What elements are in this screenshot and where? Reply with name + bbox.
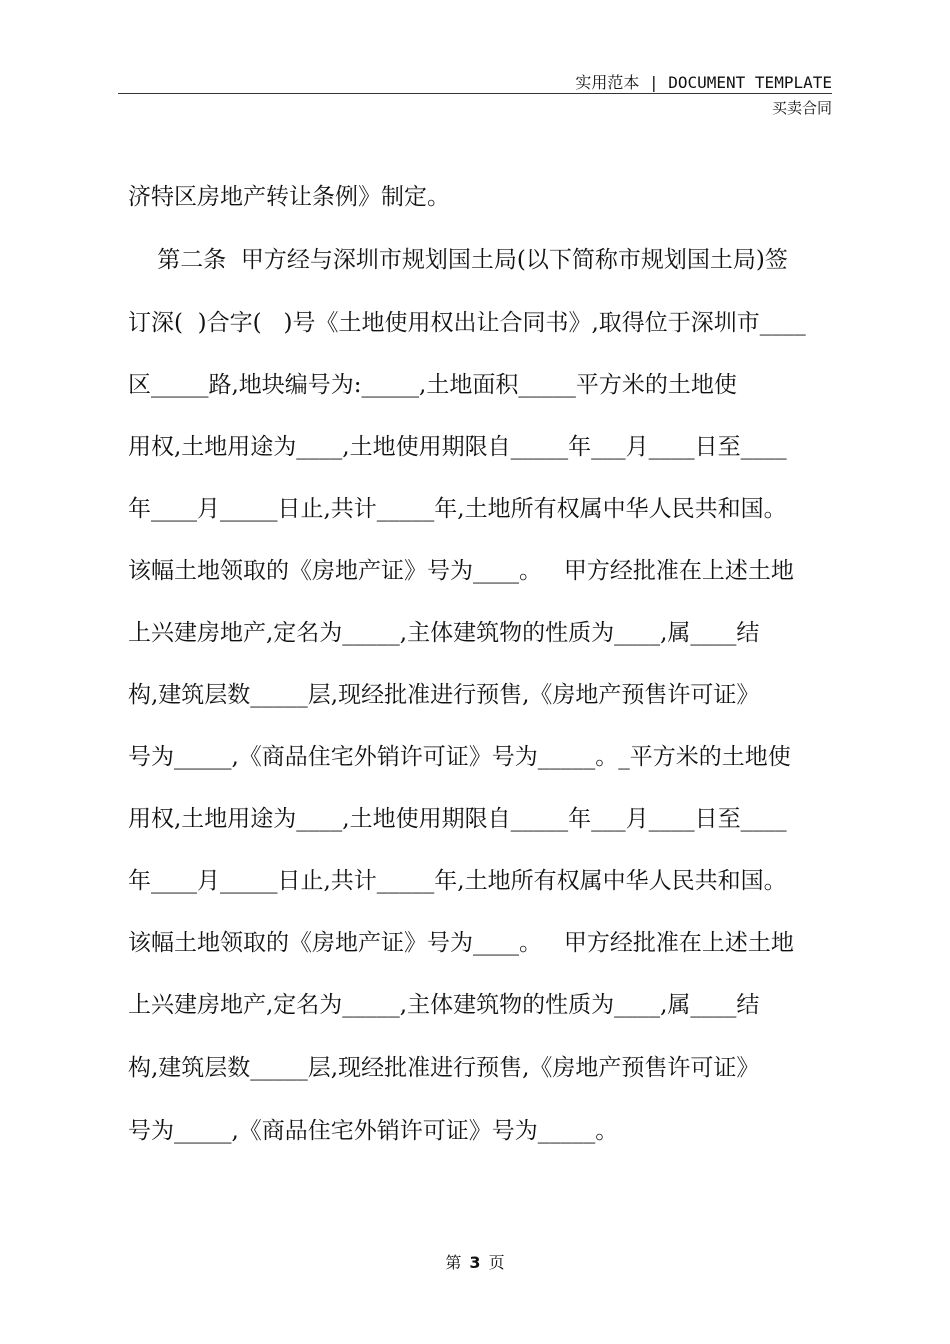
text-line: 号为_____,《商品住宅外销许可证》号为_____。 (128, 1118, 619, 1144)
text-line: 上兴建房地产,定名为_____,主体建筑物的性质为____,属____结 (128, 992, 760, 1018)
page-number-footer (0, 1250, 950, 1273)
text-line: 济特区房地产转让条例》制定。 (128, 184, 450, 210)
page-prefix: 第 (445, 1253, 462, 1272)
document-header-title: 实用范本 | DOCUMENT TEMPLATE (575, 73, 832, 92)
text-line: 年____月_____日止,共计_____年,土地所有权属中华人民共和国。 (128, 496, 787, 522)
text-line: 用权,土地用途为____,土地使用期限自_____年___月____日至____ (128, 806, 787, 832)
text-line: 上兴建房地产,定名为_____,主体建筑物的性质为____,属____结 (128, 620, 760, 646)
header-divider (118, 93, 832, 94)
text-line: 区_____路,地块编号为:_____,土地面积_____平方米的土地使 (128, 372, 737, 398)
text-line: 号为_____,《商品住宅外销许可证》号为_____。_平方米的土地使 (128, 744, 791, 770)
text-line: 订深( )合字( )号《土地使用权出让合同书》,取得位于深圳市____ (128, 310, 806, 336)
document-category: 买卖合同 (771, 99, 832, 117)
text-line: 用权,土地用途为____,土地使用期限自_____年___月____日至____ (128, 434, 787, 460)
text-line: 第二条 甲方经与深圳市规划国土局(以下简称市规划国土局)签 (128, 247, 788, 273)
text-line: 构,建筑层数_____层,现经批准进行预售,《房地产预售许可证》 (128, 1055, 760, 1081)
text-line: 构,建筑层数_____层,现经批准进行预售,《房地产预售许可证》 (128, 682, 760, 708)
page-number: 3 (469, 1253, 481, 1272)
text-line: 该幅土地领取的《房地产证》号为____。 甲方经批准在上述土地 (128, 558, 794, 584)
page-suffix: 页 (488, 1253, 505, 1272)
text-line: 年____月_____日止,共计_____年,土地所有权属中华人民共和国。 (128, 868, 787, 894)
text-line: 该幅土地领取的《房地产证》号为____。 甲方经批准在上述土地 (128, 930, 794, 956)
